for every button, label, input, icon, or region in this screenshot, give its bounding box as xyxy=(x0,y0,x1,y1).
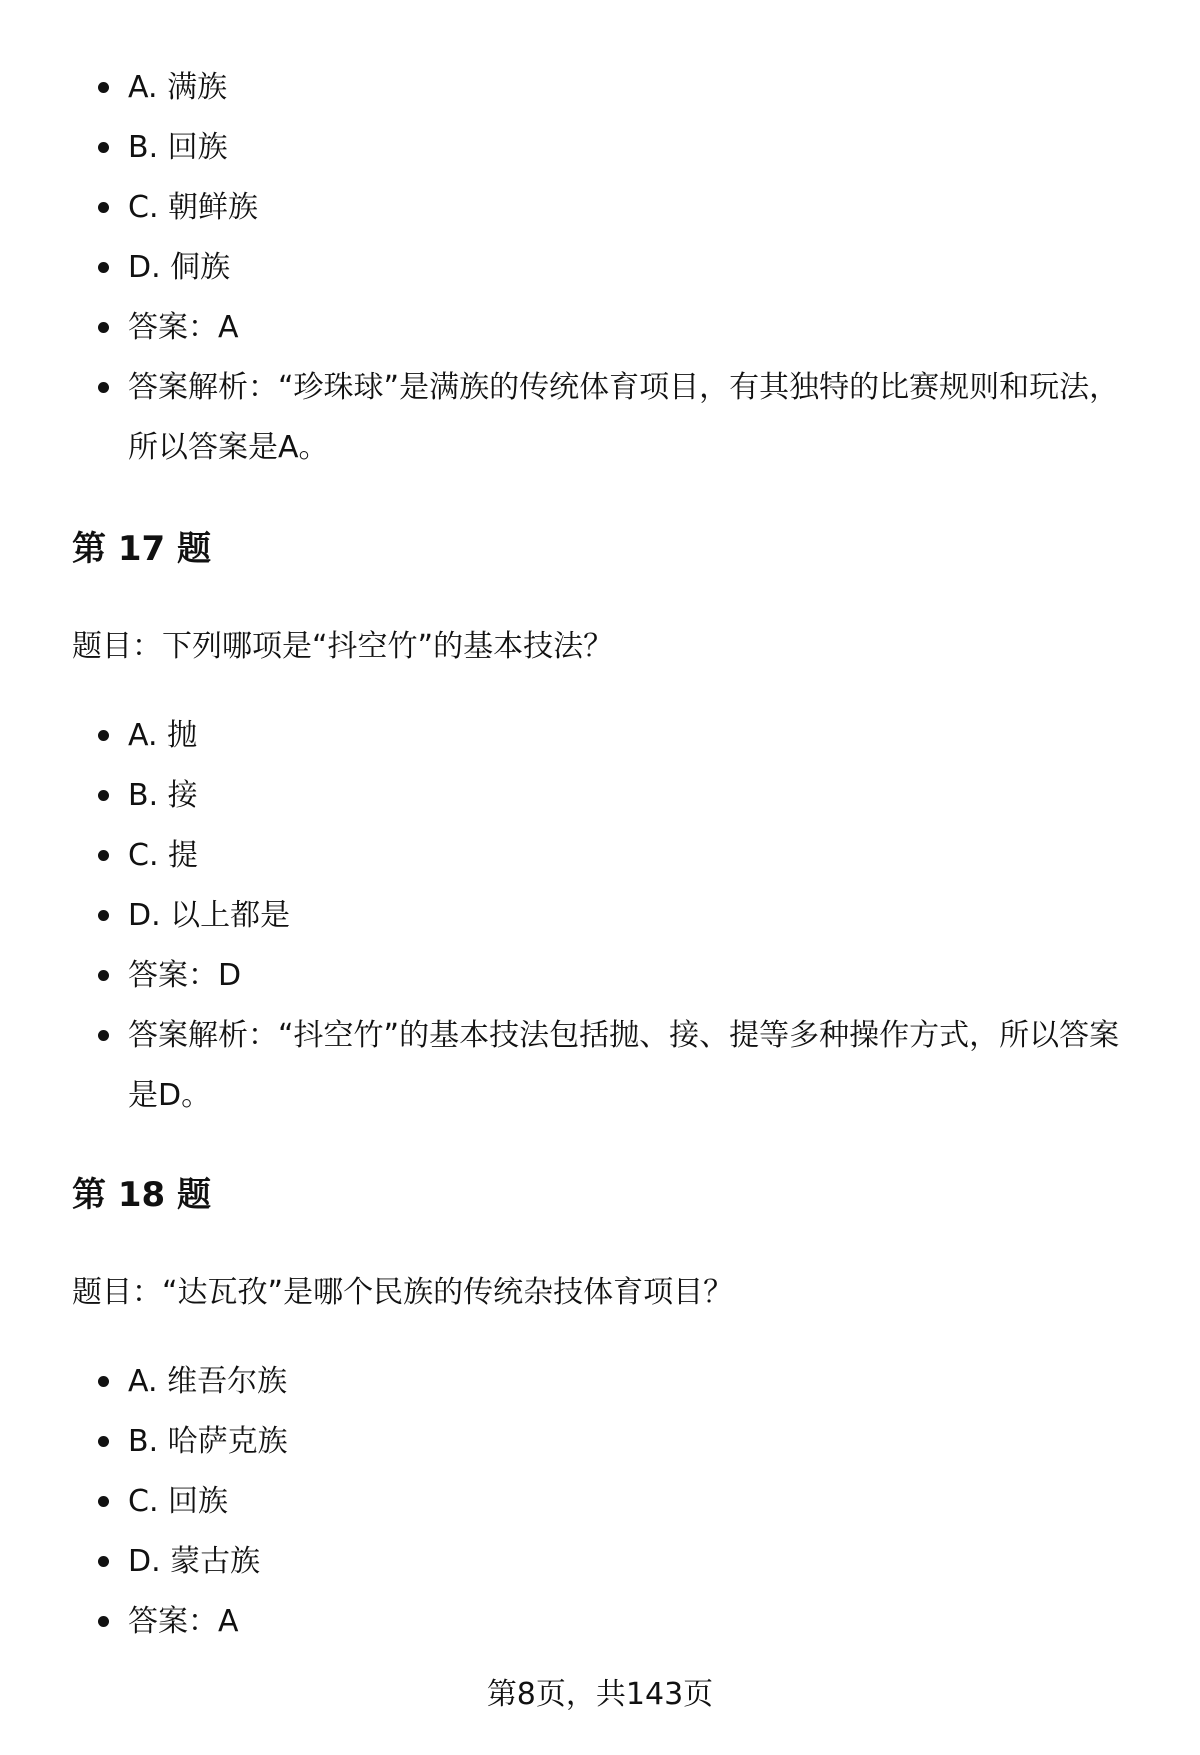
option-a: A. 抛 xyxy=(0,706,1200,766)
option-c: C. 提 xyxy=(0,826,1200,886)
question-17-text-wrap xyxy=(0,622,1200,672)
option-c: C. 朝鲜族 xyxy=(0,178,1200,238)
option-c: C. 回族 xyxy=(0,1472,1200,1532)
option-b: B. 接 xyxy=(0,766,1200,826)
option-b: B. 回族 xyxy=(0,118,1200,178)
question-title: 第 17 题 xyxy=(72,529,211,569)
question-16-options xyxy=(0,58,1200,478)
question-18-block xyxy=(0,1170,1200,1220)
option-a: A. 满族 xyxy=(0,58,1200,118)
question-title: 第 18 题 xyxy=(72,1175,211,1215)
answer: 答案：D xyxy=(0,946,1200,1006)
question-18-text-wrap xyxy=(0,1268,1200,1318)
question-18-options xyxy=(0,1352,1200,1652)
answer: 答案：A xyxy=(0,298,1200,358)
option-b: B. 哈萨克族 xyxy=(0,1412,1200,1472)
answer-explanation: 答案解析：“珍珠球”是满族的传统体育项目，有其独特的比赛规则和玩法，所以答案是A。 xyxy=(0,358,1200,478)
question-16-block xyxy=(0,58,1200,478)
option-a: A. 维吾尔族 xyxy=(0,1352,1200,1412)
option-d: D. 侗族 xyxy=(0,238,1200,298)
question-text: 题目：“达瓦孜”是哪个民族的传统杂技体育项目？ xyxy=(72,1275,734,1310)
question-text: 题目：下列哪项是“抖空竹”的基本技法？ xyxy=(72,629,614,664)
question-17-block xyxy=(0,524,1200,574)
option-d: D. 蒙古族 xyxy=(0,1532,1200,1592)
question-17-options-wrap xyxy=(0,706,1200,1126)
question-17-options xyxy=(0,706,1200,1126)
question-18-options-wrap xyxy=(0,1352,1200,1652)
answer-explanation: 答案解析：“抖空竹”的基本技法包括抛、接、提等多种操作方式，所以答案是D。 xyxy=(0,1006,1200,1126)
answer: 答案：A xyxy=(0,1592,1200,1652)
option-d: D. 以上都是 xyxy=(0,886,1200,946)
page-number: 第8页，共143页 xyxy=(486,1677,714,1712)
